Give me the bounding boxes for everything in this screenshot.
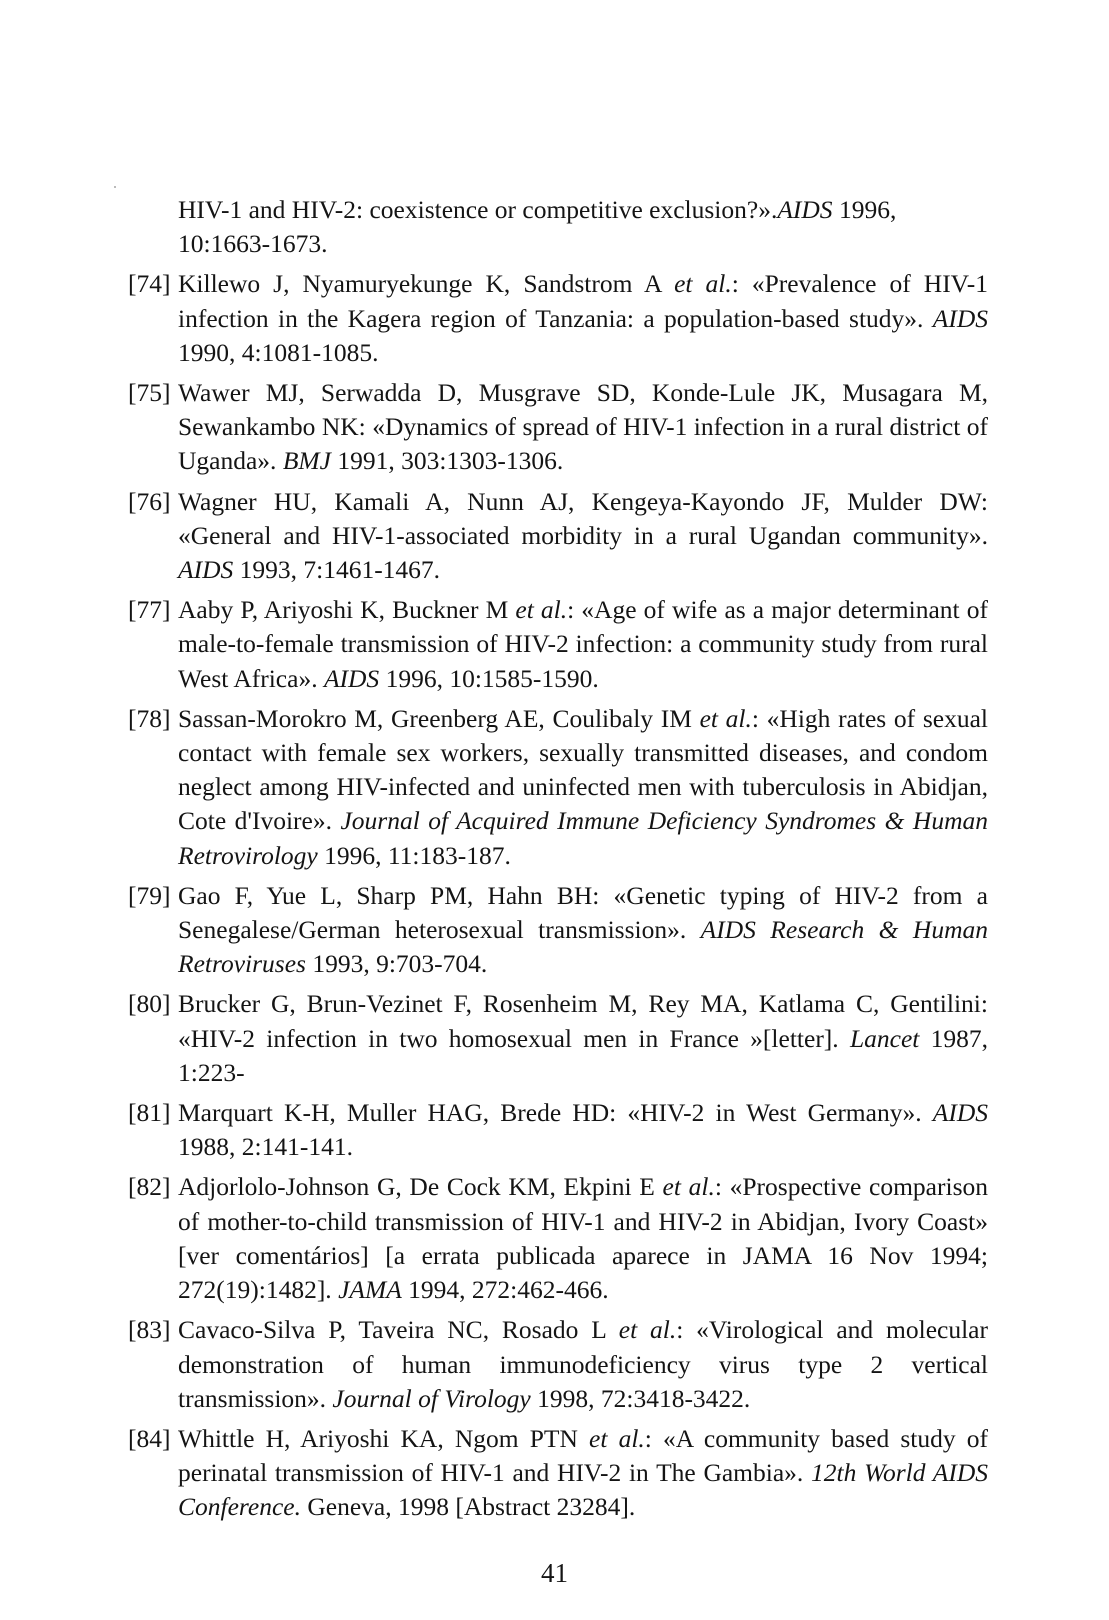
reference-82 [128,1170,988,1307]
reference-authors: Sassan-Morokro M, Greenberg AE, Coulibaly IM [178,703,700,733]
reference-etal: et al. [589,1423,645,1453]
reference-authors: Brucker G, Brun-Vezinet F, Rosenheim M, Rey MA, Katlama C, Gentilini [178,989,981,1019]
reference-journal: AIDS Research & Human Retroviruses [178,915,988,979]
reference-details: 1988, 2:141-141. [178,1132,353,1162]
reference-etal: et al. [699,703,752,733]
reference-title: : «Dynamics of spread of HIV-1 infection in a rural district of Uganda». [178,412,988,476]
reference-title: : «General and HIV-1-associated morbidity in a rural Ugandan community». [178,486,988,550]
reference-title: : «High rates of sexual contact with female sex workers, sexually transmitted diseases, and condom neglect among HIV-infected and uninfected men with tuberculosis in Abidjan, Cote d'Ivoire». [178,703,988,836]
reference-83 [128,1313,988,1416]
reference-authors: Marquart K-H, Muller HAG, Brede HD [178,1098,610,1128]
reference-76 [128,485,988,588]
reference-journal: Journal of Virology [332,1383,531,1413]
reference-number: [79] [128,880,171,910]
reference-number: [84] [128,1423,171,1453]
reference-journal: JAMA [338,1275,402,1305]
reference-details: 1993, 9:703-704. [305,949,488,979]
reference-journal: Journal of Acquired Immune Deficiency Syndromes & Human Retrovirology [178,806,988,870]
reference-details: 1993, 7:1461-1467. [233,555,441,585]
reference-authors: Aaby P, Ariyoshi K, Buckner M [178,595,516,625]
reference-details: Geneva, 1998 [Abstract 23284]. [300,1492,636,1522]
continuation-details: 1996, 10:1663-1673. [178,195,897,259]
reference-75 [128,376,988,479]
reference-journal: BMJ [282,446,331,476]
reference-number: [78] [128,703,171,733]
reference-details: 1998, 72:3418-3422. [530,1383,751,1413]
reference-title: : «Age of wife as a major determinant of male-to-female transmission of HIV-2 infection: a community study from rural West Africa». [178,595,988,693]
reference-title: : «Genetic typing of HIV-2 from a Senegalese/German heterosexual transmission». [178,880,988,945]
reference-77 [128,593,988,696]
reference-title: : «Prevalence of HIV-1 infection in the Kagera region of Tanzania: a population-based study». [178,269,989,333]
reference-details: 1991, 303:1303-1306. [330,446,564,476]
reference-journal: AIDS [932,303,988,333]
reference-78 [128,702,988,873]
reference-authors: Gao F, Yue L, Sharp PM, Hahn BH [178,880,593,910]
reference-etal: et al. [515,595,568,625]
reference-number: [76] [128,486,171,516]
reference-number: [75] [128,378,171,408]
scan-speck [114,186,116,188]
reference-details: 1994, 272:462-466. [401,1275,609,1305]
reference-details: 1996, 10:1585-1590. [379,663,599,693]
reference-authors: Adjorlolo-Johnson G, De Cock KM, Ekpini E [178,1172,663,1202]
reference-number: [74] [128,269,171,299]
continuation-journal: AIDS [777,195,833,224]
reference-authors: Wawer MJ, Serwadda D, Musgrave SD, Konde-Lule JK, Musagara M, Sewankambo NK [178,378,988,442]
reference-title: : «HIV-2 in West Germany». [609,1098,922,1128]
reference-number: [83] [128,1315,171,1345]
reference-number: [82] [128,1172,171,1202]
reference-number: [80] [128,989,171,1019]
continuation-text: HIV-1 and HIV-2: coexistence or competitive exclusion?». [178,195,778,224]
reference-79 [128,879,988,982]
reference-80 [128,987,988,1090]
page-number: 41 [541,1558,568,1588]
reference-81 [128,1096,988,1164]
reference-etal: et al. [662,1172,715,1202]
reference-list [128,193,988,1531]
reference-authors: Wagner HU, Kamali A, Nunn AJ, Kengeya-Kayondo JF, Mulder DW [178,486,981,516]
reference-etal: et al. [618,1315,677,1345]
reference-authors: Killewo J, Nyamuryekunge K, Sandstrom A [178,269,675,299]
reference-title: : «Virological and molecular demonstration of human immunodeficiency virus type 2 vertical transmission». [178,1315,988,1413]
reference-continuation [128,193,988,261]
reference-title: : «HIV-2 infection in two homosexual men in France »[letter]. [178,989,988,1053]
reference-details: 1987, 1:223- [178,1023,989,1087]
reference-journal: AIDS [932,1098,988,1128]
reference-authors: Whittle H, Ariyoshi KA, Ngom PTN [178,1423,590,1453]
reference-details: 1996, 11:183-187. [317,840,511,870]
reference-journal: 12th World AIDS Conference. [178,1458,988,1522]
reference-number: [77] [128,595,171,625]
reference-74 [128,267,988,370]
reference-journal: AIDS [323,663,380,693]
reference-authors: Cavaco-Silva P, Taveira NC, Rosado L [178,1315,619,1345]
reference-84 [128,1422,988,1525]
reference-title: : «A community based study of perinatal transmission of HIV-1 and HIV-2 in The Gambia». [178,1423,988,1488]
reference-journal: Lancet [849,1023,920,1053]
reference-title: : «Prospective comparison of mother-to-child transmission of HIV-1 and HIV-2 in Abidjan, Ivory Coast» [ver comentários] [a errata publicada aparece in JAMA 16 Nov 1994; 272(19):1482]. [178,1172,988,1305]
reference-etal: et al. [674,269,732,299]
reference-journal: AIDS [178,555,234,585]
reference-number: [81] [128,1098,171,1128]
reference-details: 1990, 4:1081-1085. [178,337,379,367]
